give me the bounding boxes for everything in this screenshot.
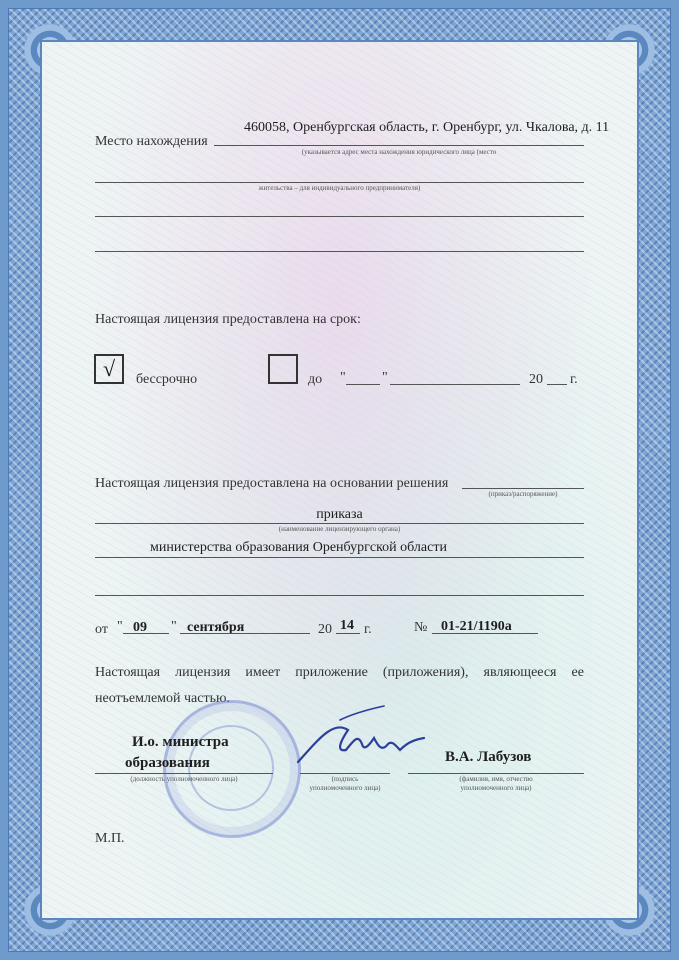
position-line: [95, 773, 273, 774]
until-year-line: [547, 384, 567, 385]
date-year-suffix: г.: [364, 622, 372, 637]
signature-hint-2: уполномоченного лица): [309, 784, 381, 792]
authority-line-2: [95, 595, 584, 596]
authority-line: [95, 557, 584, 558]
location-line-2: [95, 182, 584, 183]
date-day-line: [123, 633, 169, 634]
number-line: [432, 633, 538, 634]
basis-hint-order: (приказ/распоряжение): [488, 490, 558, 498]
authority-name: министерства образования Оренбургской области: [150, 540, 447, 555]
until-year-prefix: 20: [529, 372, 543, 387]
until-year-suffix: г.: [570, 372, 578, 387]
date-year-prefix: 20: [318, 622, 332, 637]
location-line-4: [95, 251, 584, 252]
location-line-3: [95, 216, 584, 217]
name-hint-2: уполномоченного лица): [460, 784, 532, 792]
decision-type-line: [95, 523, 584, 524]
date-from-label: от: [95, 622, 108, 637]
location-hint-1: (указывается адрес места нахождения юридического лица (место: [301, 148, 497, 156]
license-number: 01-21/1190а: [441, 619, 512, 634]
signature-hint-1: (подпись: [331, 775, 359, 783]
position-hint: (должность уполномоченного лица): [130, 775, 238, 783]
location-underline: [214, 145, 584, 146]
basis-label: Настоящая лицензия предоставлена на основании решения: [95, 476, 449, 491]
signatory-position-2: образования: [125, 755, 210, 771]
date-quote-1: ": [117, 619, 123, 634]
checkbox-indefinite[interactable]: [94, 354, 124, 384]
location-value: 460058, Оренбургская область, г. Оренбург, ул. Чкалова, д. 11: [244, 120, 610, 135]
decision-type: приказа: [316, 507, 363, 522]
name-line: [408, 773, 584, 774]
date-month: сентября: [187, 620, 245, 635]
until-quote-open: ": [340, 370, 346, 385]
basis-hint-body: (наименование лицензирующего органа): [278, 525, 401, 533]
signature-icon: [288, 700, 438, 780]
signature-line: [300, 773, 390, 774]
date-month-line: [180, 633, 310, 634]
date-year-line: [336, 633, 360, 634]
indefinite-label: бессрочно: [136, 372, 198, 387]
until-month-line: [390, 384, 520, 385]
appendix-line-2: неотъемлемой частью.: [95, 691, 230, 706]
location-label: Место нахождения: [95, 134, 208, 149]
location-hint-2: жительства – для индивидуального предпринимателя): [258, 184, 421, 192]
name-hint-1: (фамилия, имя, отчество: [459, 775, 533, 783]
seal-label: М.П.: [95, 831, 125, 846]
checkbox-until[interactable]: [268, 354, 298, 384]
basis-underline: [462, 488, 584, 489]
checkmark-icon: √: [102, 356, 116, 381]
signatory-name: В.А. Лабузов: [445, 749, 532, 765]
number-label: №: [414, 620, 428, 635]
until-day-line: [346, 384, 380, 385]
date-quote-2: ": [171, 619, 177, 634]
date-year: 14: [340, 618, 354, 633]
date-day: 09: [133, 620, 147, 635]
term-label: Настоящая лицензия предоставлена на срок:: [95, 312, 361, 327]
until-label: до: [308, 372, 323, 387]
until-quote-close: ": [382, 370, 388, 385]
signatory-position-1: И.о. министра: [132, 734, 229, 750]
appendix-line-1: Настоящая лицензия имеет приложение (приложения), являющееся ее: [95, 665, 584, 680]
